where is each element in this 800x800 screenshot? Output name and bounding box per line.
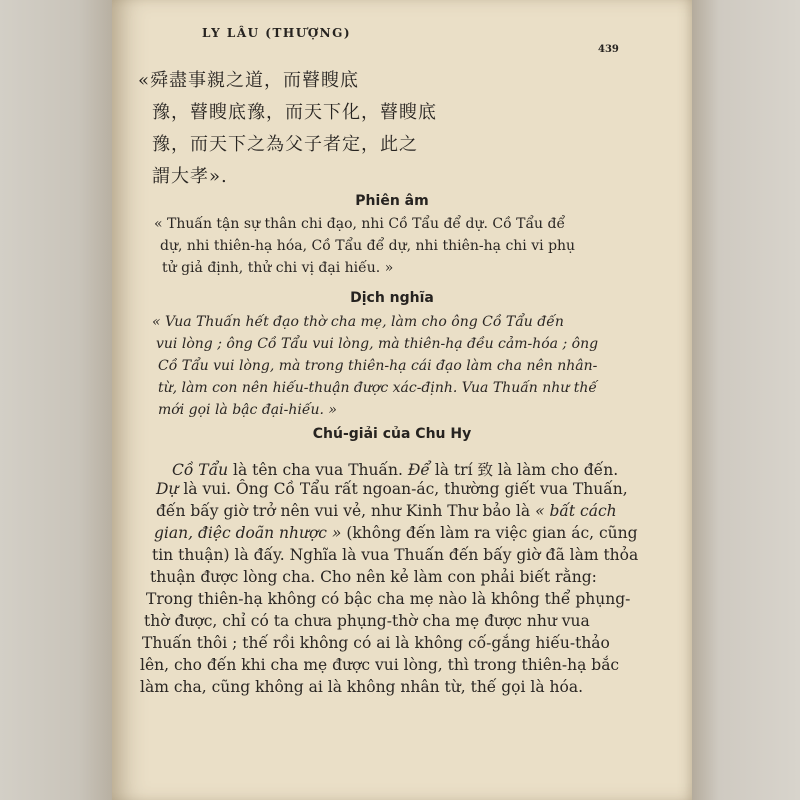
text-line — [156, 480, 628, 498]
text-span: (không đến làm ra việc gian ác, cũng — [341, 524, 638, 542]
emphasis: gian, điệc doãn nhược » — [154, 524, 342, 542]
section-heading-dich-nghia: Dịch nghĩa — [350, 290, 434, 306]
section-heading-phien-am: Phiên âm — [355, 193, 429, 209]
text-line: tử giả định, thử chi vị đại hiếu. » — [162, 260, 394, 276]
text-line: thuận được lòng cha. Cho nên kẻ làm con phải biết rằng: — [150, 568, 597, 586]
text-line: Cồ Tẩu vui lòng, mà trong thiên-hạ cái đạo làm cha nên nhân- — [158, 358, 598, 374]
text-line: từ, làm con nên hiếu-thuận được xác-định. Vua Thuấn như thế — [158, 380, 598, 396]
running-header: LY LÂU (THƯỢNG) — [202, 26, 352, 40]
text-line: mới gọi là bậc đại-hiếu. » — [158, 402, 337, 418]
text-span: là vui. Ông Cồ Tẩu rất ngoan-ác, thường giết vua Thuấn, — [178, 480, 628, 498]
text-line: « Thuấn tận sự thân chi đạo, nhi Cồ Tẩu để dự. Cồ Tẩu để — [154, 216, 566, 232]
chinese-line: «舜盡事親之道，而瞽瞍底 — [138, 70, 360, 90]
text-line — [154, 524, 638, 542]
text-line: dự, nhi thiên-hạ hóa, Cồ Tẩu để dự, nhi thiên-hạ chi vi phụ — [160, 238, 576, 254]
text-span: là tên cha vua Thuấn. — [228, 461, 408, 479]
text-line: làm cha, cũng không ai là không nhân từ, thế gọi là hóa. — [140, 678, 584, 696]
text-line — [172, 458, 618, 480]
book-page — [112, 0, 692, 800]
text-line: lên, cho đến khi cha mẹ được vui lòng, thì trong thiên-hạ bắc — [140, 656, 620, 674]
text-line: Trong thiên-hạ không có bậc cha mẹ nào là không thể phụng- — [146, 590, 631, 608]
text-line: Thuấn thôi ; thế rồi không có ai là không cố-gắng hiếu-thảo — [142, 634, 610, 652]
book-gutter-left — [0, 0, 112, 800]
text-line: vui lòng ; ông Cồ Tẩu vui lòng, mà thiên-hạ đều cảm-hóa ; ông — [156, 336, 599, 352]
facing-page-right — [692, 0, 800, 800]
chinese-line: 豫，而天下之為父子者定，此之 — [152, 134, 418, 154]
text-line — [156, 502, 617, 520]
emphasis: Dự — [156, 480, 179, 498]
chinese-line: 豫，瞽瞍底豫，而天下化，瞽瞍底 — [152, 102, 437, 122]
chinese-line: 謂大孝». — [152, 166, 228, 186]
section-heading-chu-giai: Chú-giải của Chu Hy — [312, 426, 472, 442]
text-line: « Vua Thuấn hết đạo thờ cha mẹ, làm cho ông Cồ Tẩu đến — [152, 314, 564, 330]
text-span: là trí 致 là làm cho đến. — [429, 461, 619, 479]
emphasis: Để — [407, 461, 430, 479]
text-line: thờ được, chỉ có ta chưa phụng-thờ cha mẹ được như vua — [144, 612, 590, 630]
page-number: 439 — [598, 44, 619, 55]
text-span: đến bấy giờ trở nên vui vẻ, như Kinh Thư bảo là — [156, 502, 536, 520]
text-line: tin thuận) là đấy. Nghĩa là vua Thuấn đến bấy giờ đã làm thỏa — [152, 546, 639, 564]
emphasis: « bất cách — [535, 502, 617, 520]
emphasis: Cồ Tẩu — [172, 461, 229, 479]
